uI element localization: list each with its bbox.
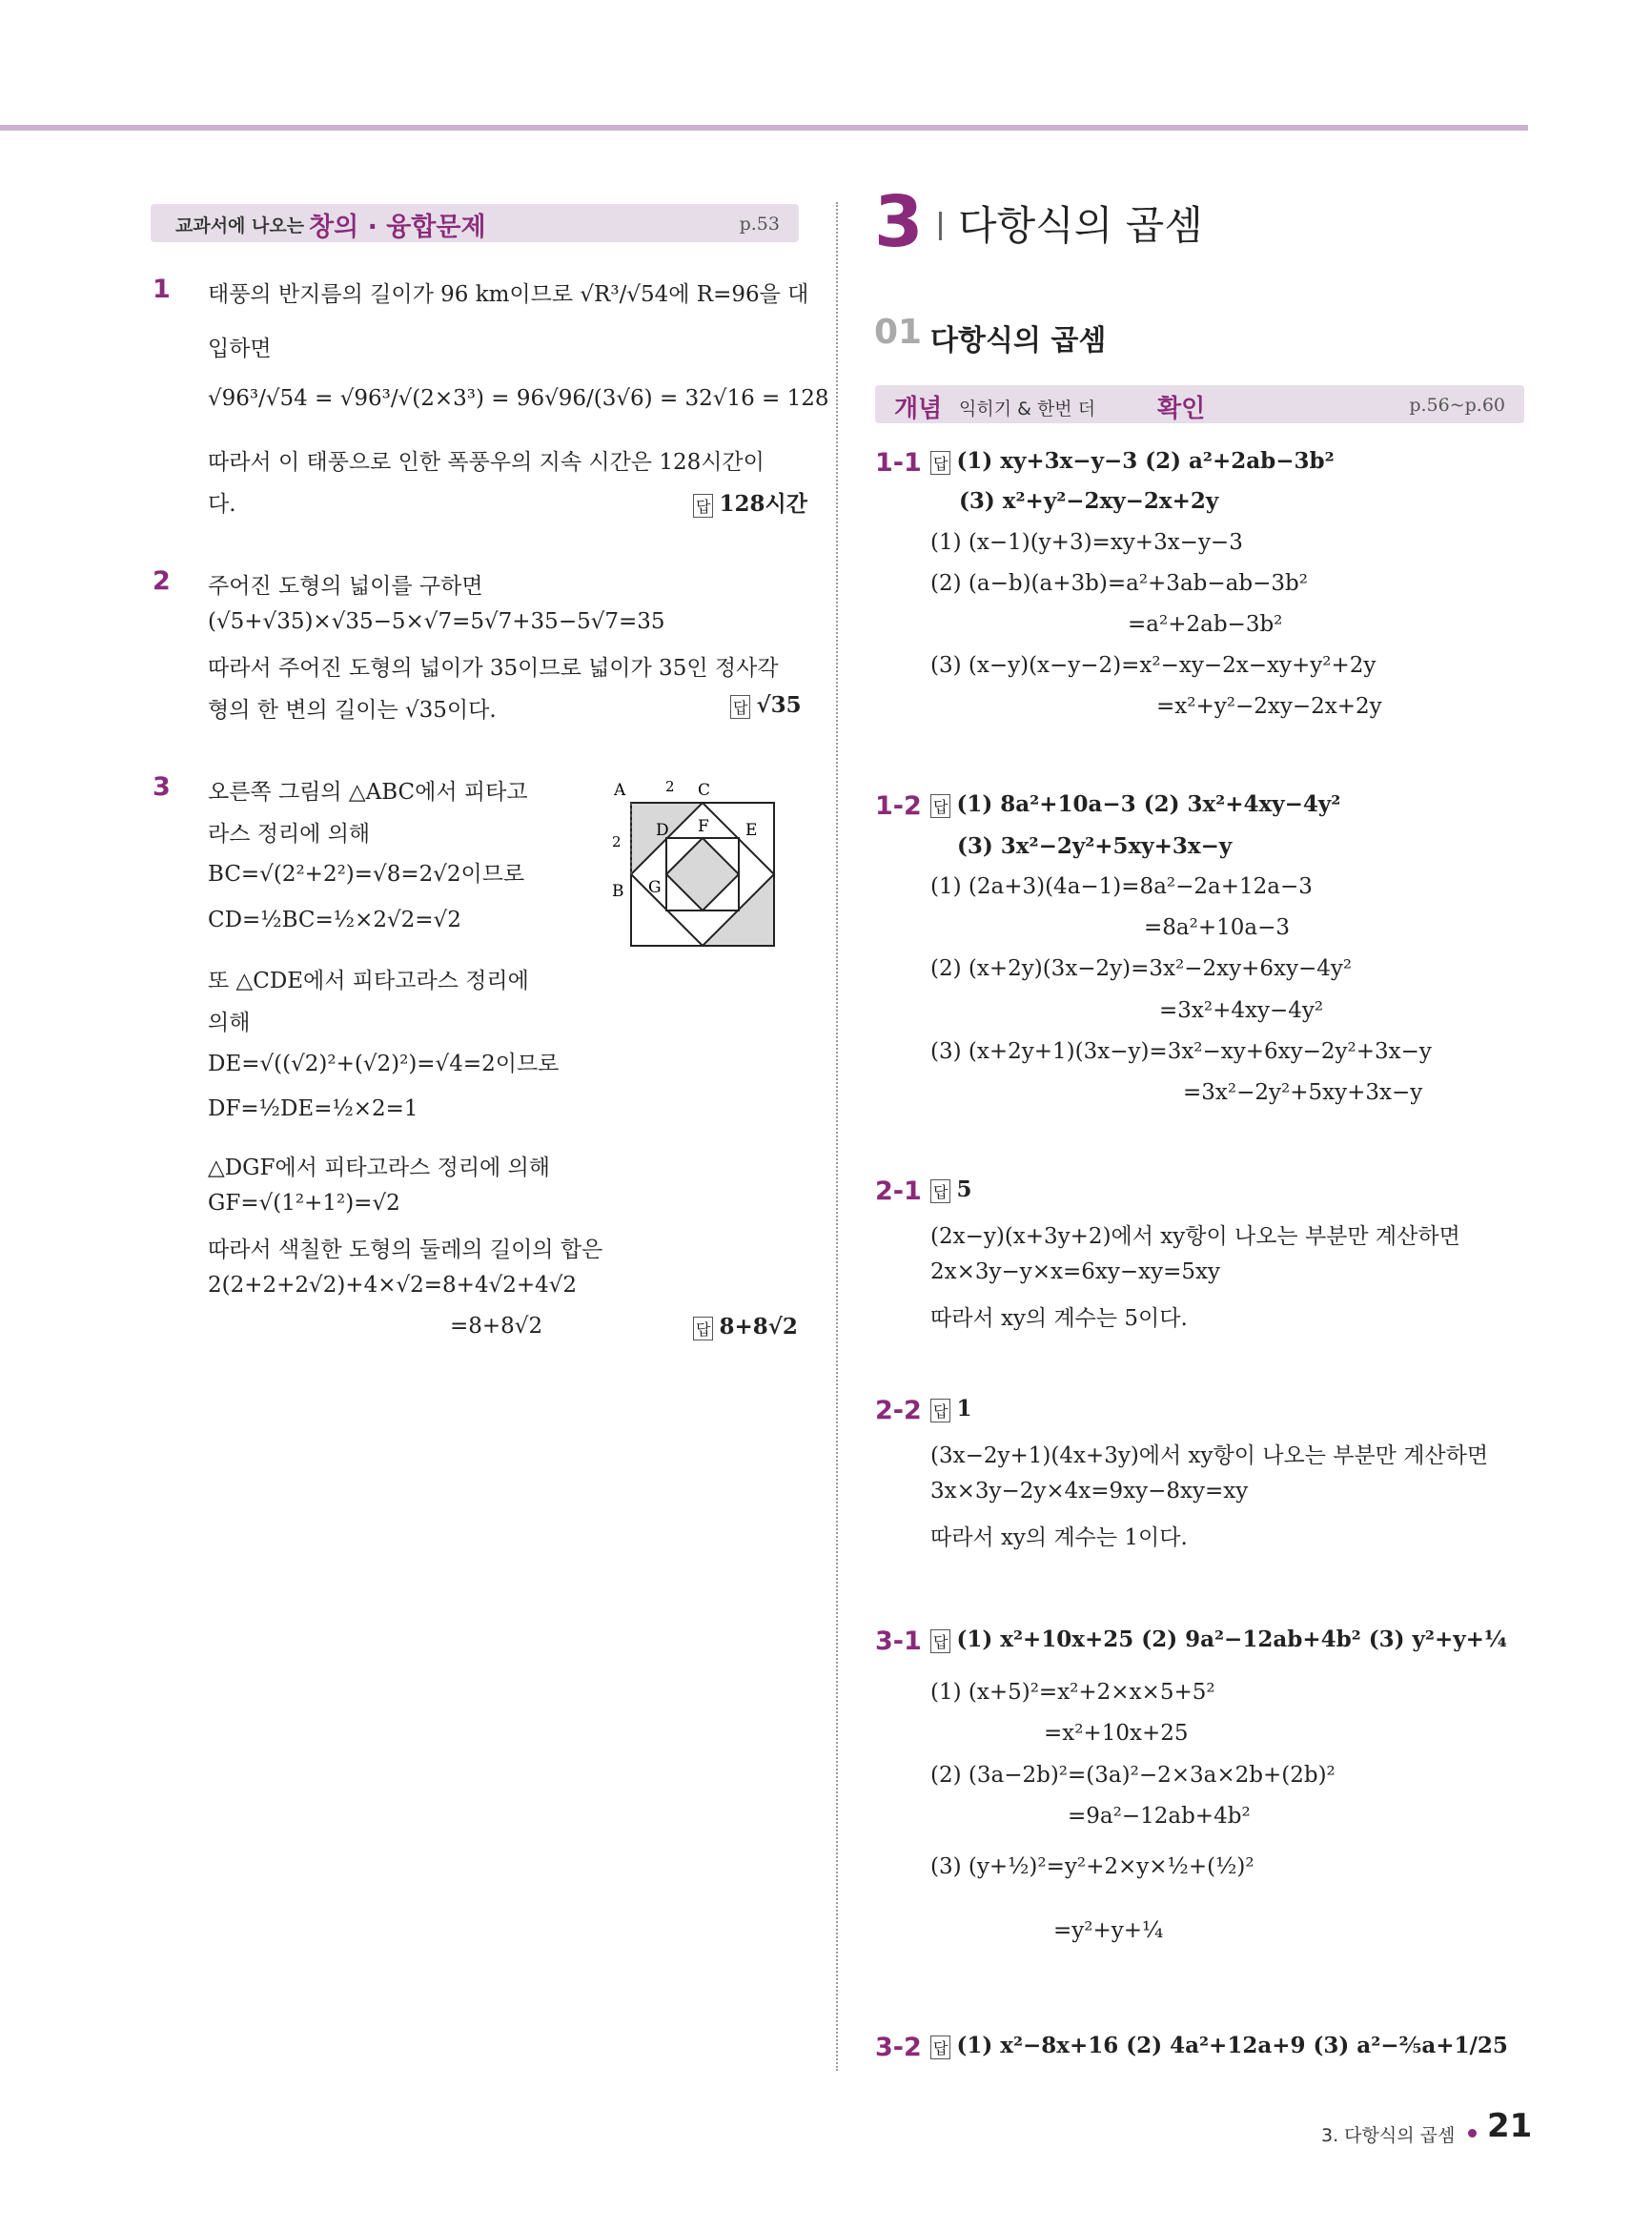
problem-number: 3-2	[875, 2033, 922, 2062]
banner-page: p.56~p.60	[1409, 395, 1505, 416]
fig-label: 2	[612, 833, 622, 850]
problem-number: 3	[153, 772, 171, 802]
answer-text: 8+8√2	[719, 1314, 798, 1340]
text-line: 입하면	[208, 337, 272, 361]
text-line: 오른쪽 그림의 △ABC에서 피타고	[208, 780, 528, 805]
text-line: (2x−y)(x+3y+2)에서 xy항이 나오는 부분만 계산하면	[930, 1224, 1460, 1249]
answer-mark-icon: 답	[730, 695, 750, 719]
answer-text: (1) x²−8x+16 (2) 4a²+12a+9 (3) a²−⅖a+1/25	[956, 2033, 1508, 2058]
geometry-figure	[602, 774, 803, 974]
text-line: 따라서 xy의 계수는 5이다.	[930, 1306, 1188, 1331]
text-line: (3) (x−y)(x−y−2)=x²−xy−2x−xy+y²+2y	[930, 653, 1377, 678]
text-line: =x²+10x+25	[1044, 1721, 1189, 1746]
answer-text: (3) 3x²−2y²+5xy+3x−y	[957, 833, 1233, 859]
chapter-title: 다항식의 곱셈	[958, 202, 1203, 249]
left-banner	[151, 204, 799, 242]
answer-text: (1) 8a²+10a−3 (2) 3x²+4xy−4y²	[956, 791, 1341, 817]
answer-mark-icon: 답	[930, 1179, 950, 1203]
answer-mark-icon: 답	[693, 1317, 713, 1340]
text-line: =3x²−2y²+5xy+3x−y	[1183, 1080, 1423, 1105]
text-line: =9a²−12ab+4b²	[1068, 1804, 1251, 1829]
problem-number: 2	[153, 566, 171, 596]
text-line: √96³/√54 = √96³/√(2×3³) = 96√96/(3√6) = 32√16 = 128	[208, 386, 829, 411]
footer-chapter: 3. 다항식의 곱셈	[1321, 2125, 1456, 2146]
answer	[730, 692, 802, 719]
answer	[930, 1626, 1507, 1653]
problem-number: 2-2	[875, 1396, 922, 1425]
text-line: =8+8√2	[450, 1314, 543, 1339]
text-line: 주어진 도형의 넓이를 구하면	[208, 574, 483, 599]
text-line: DF=½DE=½×2=1	[208, 1096, 418, 1121]
text-line: 따라서 이 태풍으로 인한 폭풍우의 지속 시간은 128시간이	[208, 450, 765, 475]
text-line: (3) (y+½)²=y²+2×y×½+(½)²	[930, 1854, 1254, 1879]
column-divider	[836, 202, 838, 2071]
text-line: (1) (x+5)²=x²+2×x×5+5²	[930, 1680, 1215, 1705]
chapter-number: 3	[874, 181, 924, 263]
section-number: 01	[874, 313, 923, 352]
text-line: △DGF에서 피타고라스 정리에 의해	[208, 1156, 551, 1180]
problem-number: 2-1	[875, 1176, 922, 1206]
text-line: 2x×3y−y×x=6xy−xy=5xy	[930, 1259, 1220, 1284]
answer-text: (1) x²+10x+25 (2) 9a²−12ab+4b² (3) y²+y+¼	[956, 1626, 1507, 1652]
text-line: =a²+2ab−3b²	[1128, 612, 1283, 637]
fig-label: F	[698, 817, 709, 836]
text-line: (2) (x+2y)(3x−2y)=3x²−2xy+6xy−4y²	[930, 956, 1353, 981]
answer	[930, 791, 1340, 818]
problem-number: 1-1	[875, 448, 922, 478]
answer-text: 128시간	[719, 491, 807, 517]
page-number: 21	[1487, 2107, 1533, 2145]
text-line: 라스 정리에 의해	[208, 822, 371, 847]
fig-label: D	[656, 821, 669, 840]
text-line: (3) (x+2y+1)(3x−y)=3x²−xy+6xy−2y²+3x−y	[930, 1039, 1432, 1064]
text-line: 태풍의 반지름의 길이가 96 km이므로 √R³/√54에 R=96을 대	[208, 282, 809, 307]
text-line: 다.	[208, 492, 236, 517]
answer-mark-icon: 답	[693, 494, 713, 518]
answer-text: 5	[956, 1176, 972, 1202]
answer-text: (1) xy+3x−y−3 (2) a²+2ab−3b²	[956, 448, 1335, 474]
answer	[930, 448, 1335, 475]
answer	[930, 1396, 971, 1422]
text-line: (2) (a−b)(a+3b)=a²+3ab−ab−3b²	[930, 571, 1308, 596]
footer-bullet-icon	[1468, 2129, 1477, 2138]
fig-label: 2	[665, 778, 675, 795]
text-line: 형의 한 변의 길이는 √35이다.	[208, 698, 497, 723]
text-line: 따라서 xy의 계수는 1이다.	[930, 1525, 1188, 1550]
text-line: 또 △CDE에서 피타고라스 정리에	[208, 969, 529, 993]
shaded-square	[666, 838, 738, 910]
banner-prefix: 교과서에 나오는	[175, 215, 305, 236]
text-line: (1) (2a+3)(4a−1)=8a²−2a+12a−3	[930, 874, 1313, 899]
problem-number: 1	[153, 275, 171, 304]
text-line: =y²+y+¼	[1053, 1918, 1164, 1943]
text-line: (1) (x−1)(y+3)=xy+3x−y−3	[930, 530, 1243, 555]
fig-label: G	[648, 878, 662, 897]
text-line: (2) (3a−2b)²=(3a)²−2×3a×2b+(2b)²	[930, 1763, 1336, 1788]
section-title: 다항식의 곱셈	[930, 324, 1107, 358]
chapter-separator	[939, 212, 942, 240]
answer	[930, 1176, 971, 1203]
answer-mark-icon: 답	[930, 1399, 950, 1422]
banner-title: 창의 · 융합문제	[309, 213, 486, 242]
text-line: 의해	[208, 1011, 251, 1035]
text-line: BC=√(2²+2²)=√8=2√2이므로	[208, 862, 525, 887]
answer-text: (3) x²+y²−2xy−2x+2y	[959, 488, 1219, 514]
text-line: (√5+√35)×√35−5×√7=5√7+35−5√7=35	[208, 609, 665, 634]
answer-mark-icon: 답	[930, 2036, 950, 2059]
right-banner	[875, 385, 1524, 423]
text-line: CD=½BC=½×2√2=√2	[208, 908, 461, 932]
banner-page: p.53	[739, 214, 780, 235]
banner-c: 확인	[1157, 395, 1206, 423]
fig-label: A	[614, 781, 626, 800]
fig-label: B	[612, 882, 624, 901]
text-line: 따라서 색칠한 도형의 둘레의 길이의 합은	[208, 1238, 603, 1262]
text-line: 3x×3y−2y×4x=9xy−8xy=xy	[930, 1479, 1249, 1504]
banner-b: 익히기 & 한번 더	[959, 399, 1096, 419]
text-line: =x²+y²−2xy−2x+2y	[1156, 694, 1382, 719]
text-line: GF=√(1²+1²)=√2	[208, 1191, 400, 1216]
text-line: 2(2+2+2√2)+4×√2=8+4√2+4√2	[208, 1273, 578, 1298]
text-line: (3x−2y+1)(4x+3y)에서 xy항이 나오는 부분만 계산하면	[930, 1443, 1489, 1468]
text-line: =3x²+4xy−4y²	[1159, 998, 1324, 1023]
answer	[693, 1314, 798, 1340]
problem-number: 3-1	[875, 1626, 922, 1656]
top-rule	[0, 125, 1528, 131]
answer-text: 1	[956, 1396, 972, 1422]
answer-mark-icon: 답	[930, 794, 950, 818]
problem-number: 1-2	[875, 791, 922, 821]
fig-label: E	[745, 821, 758, 840]
answer	[693, 486, 807, 518]
answer-mark-icon: 답	[930, 1629, 950, 1653]
answer-mark-icon: 답	[930, 451, 950, 475]
answer-text: √35	[756, 692, 802, 718]
fig-label: C	[698, 781, 711, 800]
answer	[930, 2033, 1508, 2059]
text-line: 따라서 주어진 도형의 넓이가 35이므로 넓이가 35인 정사각	[208, 656, 779, 681]
banner-a: 개념	[894, 395, 943, 423]
text-line: =8a²+10a−3	[1144, 915, 1290, 940]
text-line: DE=√((√2)²+(√2)²)=√4=2이므로	[208, 1052, 560, 1076]
